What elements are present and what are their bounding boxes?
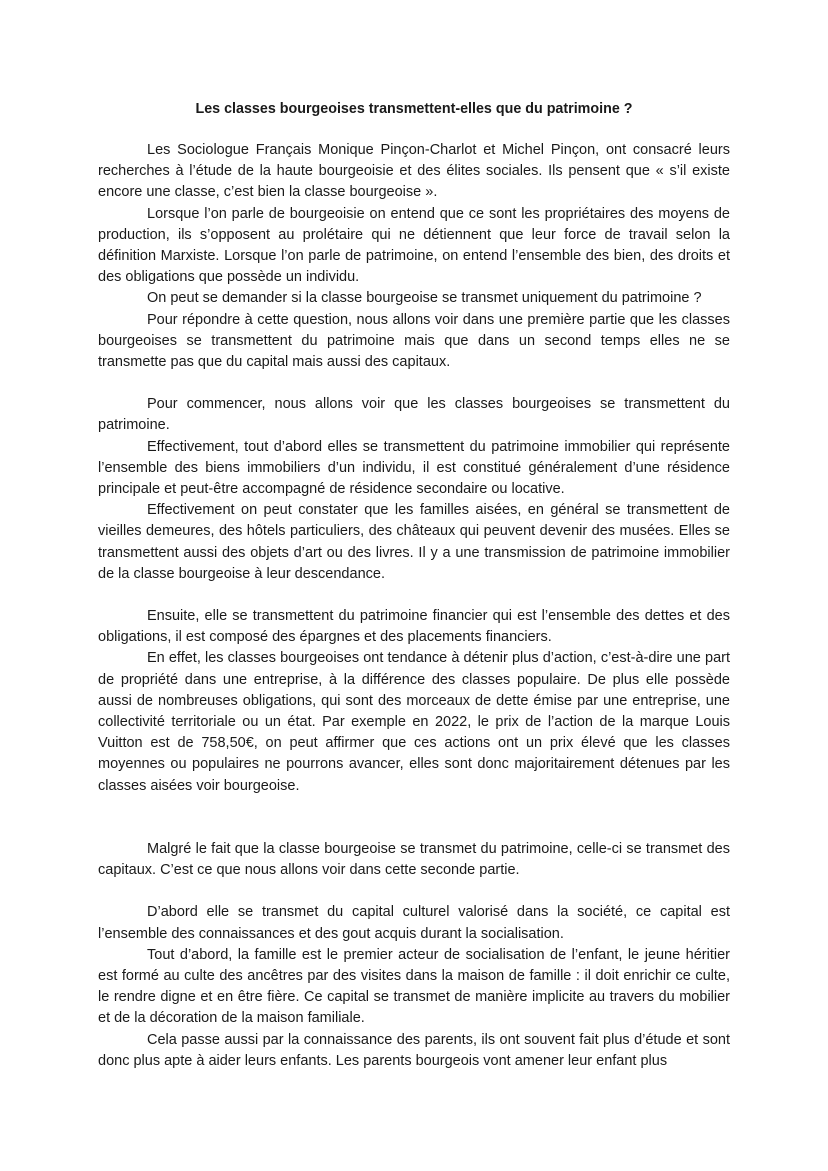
paragraph-spacer [98,881,730,902]
paragraph-spacer [98,585,730,606]
paragraph-transition: Malgré le fait que la classe bourgeoise se transmet du patrimoine, celle-ci se transmet des capitaux. C’est ce que nous allons voir dans cette seconde partie. [98,840,730,879]
document-title: Les classes bourgeoises transmettent-elles que du patrimoine ? [195,101,633,117]
paragraph-part1-immobilier: Effectivement, tout d’abord elles se transmettent du patrimoine immobilier qui représente l’ensemble des biens immobiliers d’un individu, il est constitué généralement d’une résidence principale et peut-être accompagné de résidence secondaire ou locative. [98,438,730,498]
paragraph-spacer [98,373,730,394]
paragraph-part2-parents: Cela passe aussi par la connaissance des parents, ils ont souvent fait plus d’étude et sont donc plus apte à aider leurs enfants. Les parents bourgeois vont amener leur enfant plus [98,1031,730,1069]
document-body [98,140,730,1072]
paragraph-plan: Pour répondre à cette question, nous allons voir dans une première partie que les classes bourgeoises se transmettent du patrimoine mais que dans un second temps elles ne se transmette pas que du capital mais aussi des capitaux. [98,311,730,371]
paragraph-problematic: On peut se demander si la classe bourgeoise se transmet uniquement du patrimoine ? [147,290,702,307]
paragraph-part1-intro: Pour commencer, nous allons voir que les classes bourgeoises se transmettent du patrimoine. [98,396,730,434]
paragraph-part2-famille: Tout d’abord, la famille est le premier acteur de socialisation de l’enfant, le jeune héritier est formé au culte des ancêtres par des visites dans la maison de famille : il doit enrichir ce culte, le rendre digne et en être fière. Ce capital se transmet de manière implicite au travers du mobilier et de la décoration de la maison familiale. [98,946,730,1027]
paragraph-part1-actions: En effet, les classes bourgeoises ont tendance à détenir plus d’action, c’est-à-dire une part de propriété dans une entreprise, à la différence des classes populaire. De plus elle possède aussi de nombreuses obligations, qui sont des morceaux de dette émise par une entreprise, une collectivité territoriale ou un état. Par exemple en 2022, le prix de l’action de la marque Louis Vuitton est de 758,50€, on peut affirmer que ces actions ont un prix élevé que les classes moyennes ou populaires ne pourrons avancer, elles sont donc majoritairement détenues par les classes aisées voir bourgeoise. [98,650,730,794]
paragraph-intro-2: Lorsque l’on parle de bourgeoisie on entend que ce sont les propriétaires des moyens de production, ils s’opposent au prolétaire qui ne détiennent que leur force de travail selon la définition Marxiste. Lorsque l’on parle de patrimoine, on entend l’ensemble des bien, des droits et des obligations que possède un individu. [98,205,730,286]
paragraph-part1-exemples: Effectivement on peut constater que les familles aisées, en général se transmettent de vieilles demeures, des hôtels particuliers, des châteaux qui peuvent devenir des musées. Elles se transmettent aussi des objets d’art ou des livres. Il y a une transmission de patrimoine immobilier de la classe bourgeoise à leur descendance. [98,502,730,582]
paragraph-intro-1: Les Sociologue Français Monique Pinçon-Charlot et Michel Pinçon, ont consacré leurs recherches à l’étude de la haute bourgeoisie et des élites sociales. Ils pensent que « s’il existe encore une classe, c’est bien la classe bourgeoise ». [98,142,730,201]
paragraph-part2-culturel: D’abord elle se transmet du capital culturel valorisé dans la société, ce capital est l’ensemble des connaissances et des gout acquis durant la socialisation. [98,904,730,942]
paragraph-spacer [98,797,730,839]
paragraph-part1-financier: Ensuite, elle se transmettent du patrimoine financier qui est l’ensemble des dettes et des obligations, il est composé des épargnes et des placements financiers. [98,608,730,646]
